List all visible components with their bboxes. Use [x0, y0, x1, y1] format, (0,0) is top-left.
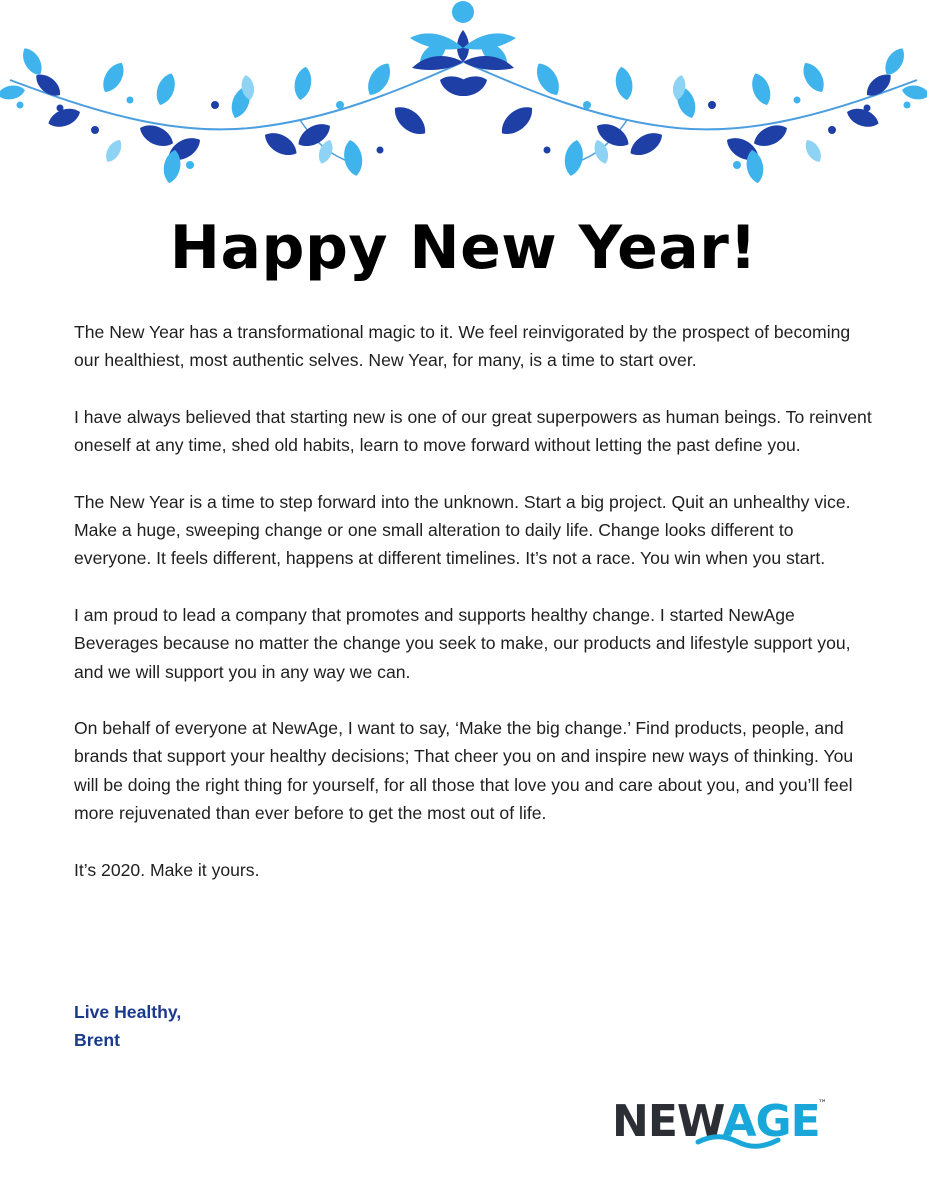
logo-new: NEW: [612, 1096, 723, 1147]
closing-line: Live Healthy,: [74, 1002, 182, 1022]
paragraph-2: I have always believed that starting new is one of our great superpowers as human beings. To reinvent oneself at any time, shed old habits, learn to move forward without letting the past define you.: [74, 406, 872, 456]
floral-garland-decoration: [0, 0, 927, 190]
logo-age: AGE: [722, 1096, 820, 1147]
letter-title: Happy New Year!: [169, 213, 758, 283]
logo-trademark: ™: [818, 1099, 827, 1109]
paragraph-3: The New Year is a time to step forward into the unknown. Start a big project. Quit an unhealthy vice. Make a huge, sweeping change or one small alteration to daily life. Change looks different to everyone. It feels different, happens at different timelines. It’s not a race. You win when you start.: [74, 491, 851, 569]
letter-body: [74, 318, 874, 912]
svg-text:NEWAGE: [612, 1096, 820, 1147]
signoff: [74, 998, 181, 1055]
signature-name: Brent: [74, 1030, 120, 1051]
paragraph-4: I am proud to lead a company that promotes and supports healthy change. I started NewAge Beverages because no matter the change you seek to make, our products and lifestyle support you, and we will support you in any way we can.: [74, 604, 851, 682]
paragraph-6: It’s 2020. Make it yours.: [74, 859, 260, 880]
paragraph-1: The New Year has a transformational magic to it. We feel reinvigorated by the prospect of becoming our healthiest, most authentic selves. New Year, for many, is a time to start over.: [74, 322, 851, 371]
newage-logo: [610, 1090, 832, 1150]
paragraph-5: On behalf of everyone at NewAge, I want to say, ‘Make the big change.’ Find products, people, and brands that support your healthy decisions; That cheer you on and inspire new ways of thinking. You will be doing the right thing for yourself, for all those that love you and care about you, and you’ll feel more rejuvenated than ever before to get the most out of life.: [74, 718, 854, 824]
